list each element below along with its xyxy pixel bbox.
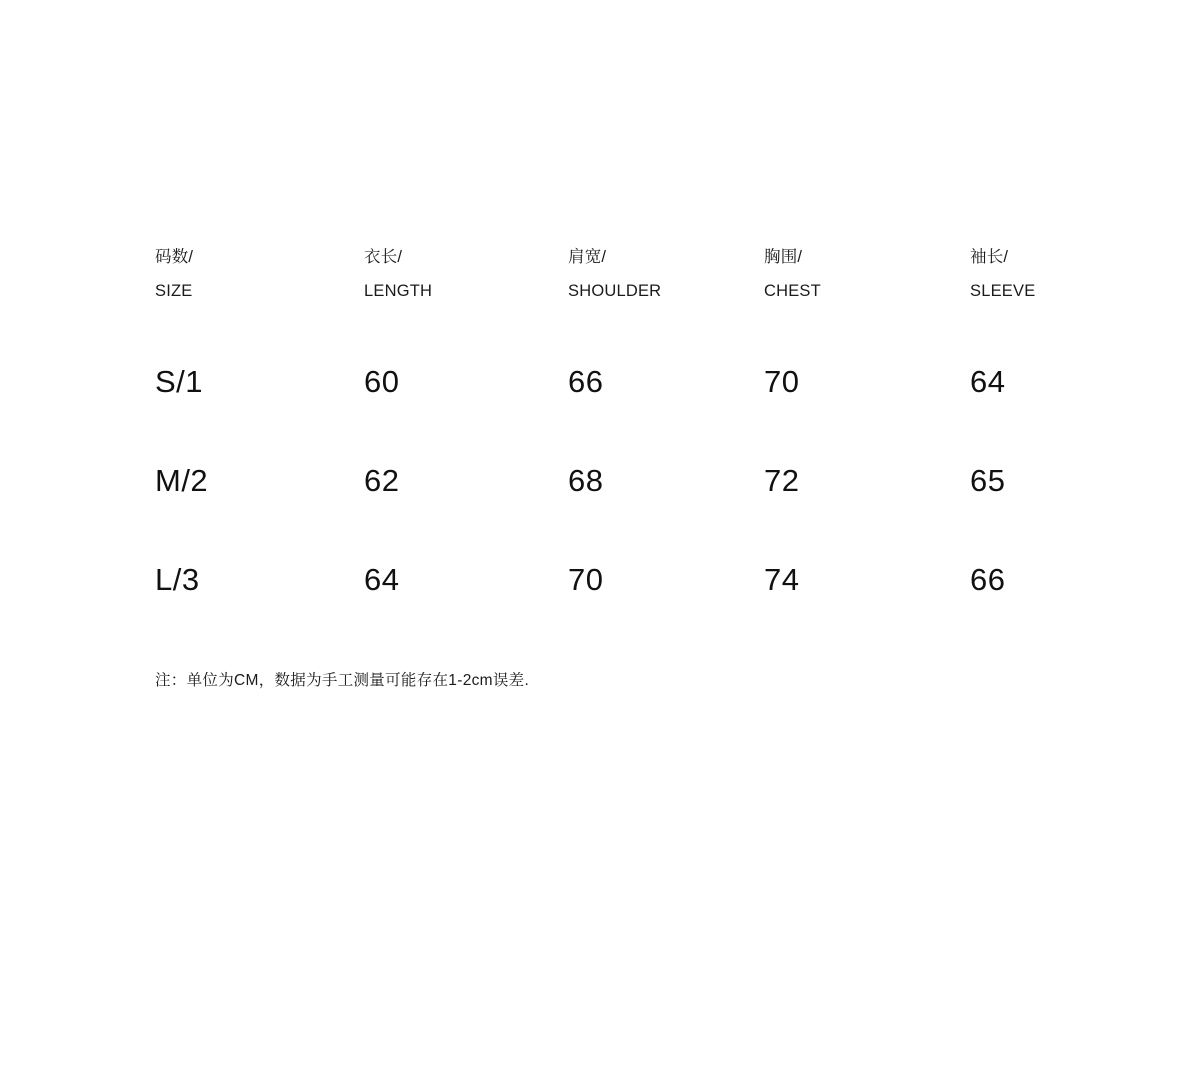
column-header-sleeve-en: SLEEVE xyxy=(970,282,1036,300)
table-row xyxy=(155,530,1055,629)
column-header-sleeve xyxy=(970,240,1055,332)
column-header-shoulder xyxy=(568,240,764,332)
cell-length: 60 xyxy=(364,363,400,399)
column-header-shoulder-cn: 肩宽/ xyxy=(568,248,607,266)
column-header-length xyxy=(364,240,568,332)
cell-sleeve: 65 xyxy=(970,462,1006,498)
cell-size: S/1 xyxy=(155,363,204,399)
cell-shoulder: 68 xyxy=(568,462,604,498)
column-header-shoulder-en: SHOULDER xyxy=(568,282,662,300)
column-header-chest-en: CHEST xyxy=(764,282,821,300)
cell-size: L/3 xyxy=(155,561,200,597)
column-header-sleeve-cn: 袖长/ xyxy=(970,248,1009,266)
size-table-header xyxy=(155,240,1055,332)
cell-chest: 74 xyxy=(764,561,800,597)
size-table-container xyxy=(155,240,1055,629)
column-header-size xyxy=(155,240,364,332)
table-header-row xyxy=(155,240,1055,332)
cell-length: 62 xyxy=(364,462,400,498)
table-row xyxy=(155,332,1055,431)
cell-sleeve: 66 xyxy=(970,561,1006,597)
cell-sleeve: 64 xyxy=(970,363,1006,399)
cell-length: 64 xyxy=(364,561,400,597)
cell-chest: 72 xyxy=(764,462,800,498)
cell-size: M/2 xyxy=(155,462,209,498)
size-table-body xyxy=(155,332,1055,629)
column-header-length-cn: 衣长/ xyxy=(364,248,403,266)
column-header-size-en: SIZE xyxy=(155,282,193,300)
column-header-size-cn: 码数/ xyxy=(155,248,194,266)
cell-shoulder: 66 xyxy=(568,363,604,399)
column-header-chest xyxy=(764,240,970,332)
measurement-note: 注：单位为CM，数据为手工测量可能存在1-2cm误差. xyxy=(155,672,530,689)
size-table xyxy=(155,240,1055,629)
cell-shoulder: 70 xyxy=(568,561,604,597)
column-header-chest-cn: 胸围/ xyxy=(764,248,803,266)
table-row xyxy=(155,431,1055,530)
cell-chest: 70 xyxy=(764,363,800,399)
column-header-length-en: LENGTH xyxy=(364,282,433,300)
